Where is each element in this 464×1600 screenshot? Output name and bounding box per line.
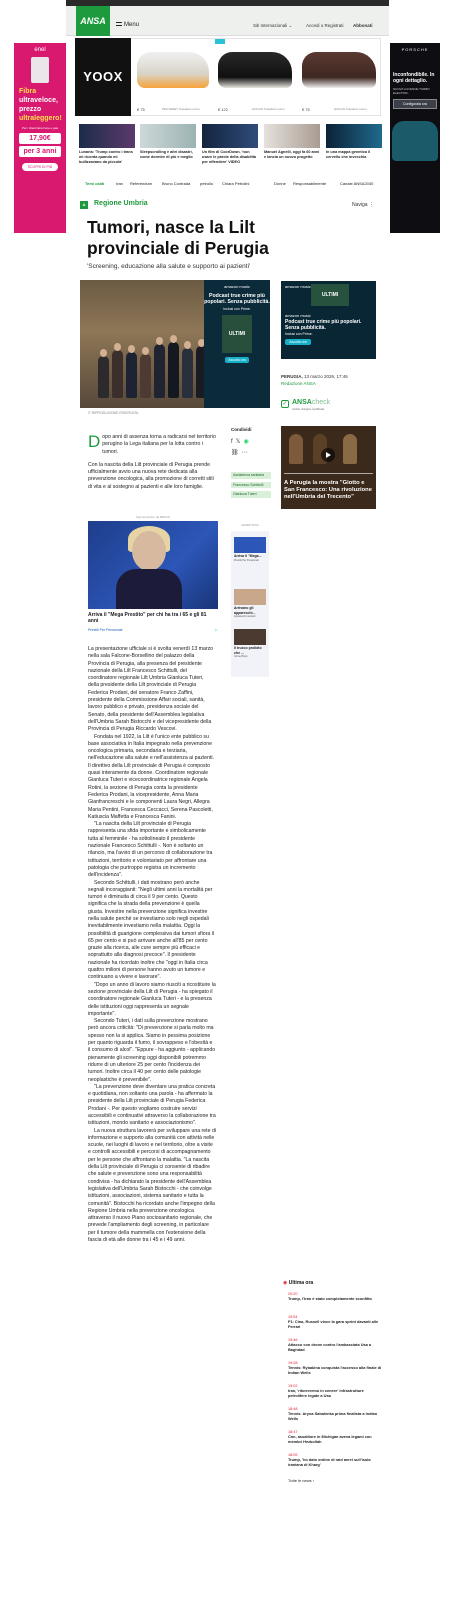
amazon-music-logo: amazon music [285,313,311,318]
copyright-note [88,411,138,415]
news-text: F1: Cina, Russell vince la gara sprint davanti alle Ferrari [288,1319,379,1329]
advertising-label: ADVERTISING [241,524,259,527]
news-time: 19:02 [288,1384,298,1388]
video-caption: A Perugia la mostra "Giotto e San Francesco: Una rivoluzione nell'Umbria del Trecento" [284,480,372,500]
site-header [66,6,389,36]
tag-link[interactable]: Bruno Contrada [162,181,191,186]
ad-choice-icon[interactable] [215,39,225,44]
hot-topics-label: Temi caldi [85,181,105,186]
tag-link[interactable]: Iran [116,181,123,186]
podcast-headline: Podcast true crime più popolari. Senza pubblicità. [285,319,362,331]
rail-ad-item[interactable] [234,629,266,658]
porsche-sub: NUOVA CAYENNE TURBO ELECTRIC. [393,87,430,95]
news-text: Trump, l'Iran è stato completamente sconfitto [288,1296,372,1301]
login-link[interactable]: Accedi o Registrati [306,23,344,28]
product-label-3: HOGAN Sneakers uomo [334,107,367,111]
article-body-top [88,434,216,491]
person-figure [168,342,179,398]
enel-brand: enel [34,47,46,53]
ansa-logo[interactable]: ANSA [76,6,110,36]
video-player[interactable] [281,426,376,509]
latest-news-panel [283,1280,383,1483]
topic-pills [231,472,271,501]
tag-link[interactable]: Donne [274,181,286,186]
news-strip-item[interactable] [79,124,135,165]
podcast-cta-button[interactable]: Ascolta ora [225,357,249,363]
news-text: Tennis: Aryna Sabalenka prima finalista a Indian Wells [288,1411,378,1421]
headline-line-4: ultraleggero! [19,115,62,122]
news-time: 19:28 [288,1361,298,1365]
news-time: 20:20 [288,1292,298,1296]
fresco-figure [343,434,357,464]
all-news-link[interactable] [288,1478,383,1483]
article-paragraph: Con la nascita della Lilt provinciale di Perugia prende ufficialmente avvio una nuova rete dedicata alla prevenzione oncologica, alla promozione di corretti stili di vita e al sostegno ai pazienti e alle loro famiglie. [88,461,214,490]
latest-news-item[interactable] [288,1430,383,1444]
news-text: Tennis: Rybakina conquista l'accesso alla finale di Indian Wells [288,1365,382,1375]
news-time: 18:47 [288,1430,298,1434]
latest-news-item[interactable] [288,1384,383,1398]
link-icon[interactable]: ⛓ [231,450,239,456]
tag-link[interactable]: Referendum [130,181,153,186]
news-strip-item[interactable] [202,124,258,165]
news-strip-title: Manuel Agnelli, oggi fa 60 anni e lancia un nuovo progetto [264,150,320,159]
naviga-button[interactable] [352,202,374,208]
enel-headline [14,87,66,123]
podcast-sub: Inclusi con Prime. [223,307,251,311]
x-icon[interactable]: 𝕏 [235,439,241,445]
shoe-image-1[interactable] [137,52,209,88]
sponsored-headline: Arriva il "Mega Prestito" per chi ha tra i 65 e gli 81 anni [88,612,207,624]
live-dot-icon: ◉ [283,1280,288,1286]
tag-link[interactable]: Responsabilmente [293,181,327,186]
rail-ad-sub: Prestiti Per Pensionati [234,558,259,562]
subscribe-link[interactable]: Abbonati [353,23,373,28]
chevron-right-icon: › [312,1478,315,1483]
rail-ad-thumb [234,537,266,553]
news-time: 18:48 [288,1407,298,1411]
share-label: Condividi [231,427,252,432]
latest-news-heading [283,1280,383,1286]
product-label-1: PEUTEREY Sneakers uomo [162,107,200,111]
drop-cap: D [88,432,101,451]
video-progress[interactable] [284,473,373,474]
enel-small: Per i clienti Enel luce e gas [21,126,59,130]
news-thumb [202,124,258,148]
ansacheck-logo: ANSAcheck [292,399,331,406]
sponsored-label: Sponsorizzato da BRAVO [135,515,171,519]
article-paragraph: Secondo Tuteri, i dati sulla prevenzione mostrano però ancora criticità: "Di prevenzione si parla molto ma spesso non la si applica. Siamo in pessima posizione per quanto riguarda il fumo, il sovrappeso e l'obesità e il consumo di alcol". "Eppure - ha aggiunto - applicando pienamente gli screening oggi disponibili potremmo ridurre di un ulteriore 25 per cento l'incidenza dei tumori. Inoltre circa il 40 per cento delle patologie neoplastiche è prevenibile". [88,1018,216,1083]
podcast-overlay-ad[interactable] [204,280,270,408]
hamburger-icon [116,22,122,26]
rail-ad-title: Arriva il "Mega... [234,554,262,558]
naviga-label: Naviga [352,202,368,208]
section-icon: A [80,201,88,209]
sponsor-name: Prestiti Per Pensionati [88,628,123,632]
news-thumb [79,124,135,148]
topic-pill[interactable]: Gianluca Tuteri [231,491,271,498]
ad-choice-icon[interactable]: ▷ [215,628,218,632]
news-strip-item[interactable] [326,124,382,160]
person-figure [112,350,123,398]
news-strip-title: Sleepscrolling e altri disastri, come dormire di più e meglio [140,150,193,159]
check-icon: ✓ [282,401,288,407]
facebook-icon[interactable]: f [231,439,233,445]
news-text: Iran, 'ritorreremo in cenere' infrastrutture petrolifere legate a Usa [288,1388,364,1398]
paragraph-text: opo anni di assenza torna a radicarsi nel territorio perugino la Lega italiana per la lotta contro i tumori. [102,434,216,455]
enel-ad[interactable] [14,43,66,233]
whatsapp-icon[interactable]: ◉ [243,439,249,445]
podcast-headline: Podcast true crime più popolari. Senza pubblicità. [204,293,270,305]
tag-link[interactable]: Canale ANSA2030 [340,181,374,186]
person-figure [140,354,151,398]
shoe-image-2[interactable] [218,52,292,88]
latest-news-item[interactable] [288,1453,383,1467]
article-paragraph: Secondo Schittulli, i dati mostrano però anche segnali incoraggianti: "Negli ultimi anni la mortalità per tumori è diminuita di circa il 9 per cento. Questo significa che la strada della prevenzione è quella giusta. Investire nella prevenzione significa investire nella salute perché se investiamo solo negli ospedali inevitabilmente investiamo nella malattia. Oggi la possibilità di guarigione complessiva dai tumori sfiora il 65 per cento e si può arrivare anche all'85 per cento grazie alla ricerca, alle cure sempre più efficaci e soprattutto alla diagnosi precoce". Il presidente nazionale ha ricordato inoltre che "oggi in Italia circa quattro milioni di persone hanno avuto un tumore e continuano a vivere e lavorare". [88,879,214,981]
latest-news-item[interactable] [288,1407,383,1421]
rail-ad-item[interactable] [234,537,266,562]
news-thumb [140,124,196,148]
enel-price: 17,90€ [19,133,61,144]
copyright-icon: © [88,411,91,415]
porsche-brand: PORSCHE [401,47,429,52]
inline-sponsored-ad[interactable] [88,515,218,635]
person-figure [98,356,109,398]
hot-topics-bar [78,180,386,190]
rail-ad-thumb [234,629,266,645]
news-strip-title: Lunaria: 'Trump contro i trans mi ricorda quando mi bullizzavano da piccola' [79,150,133,164]
ansacheck-tagline: notizie d'origine certificata [292,407,325,411]
share-buttons [231,438,252,456]
product-price-2: € 122 [218,107,229,112]
person-figure [154,344,165,398]
article-paragraph: "La nascita della Lilt provinciale di Perugia rappresenta una sfida importante e simbolicamente tutta al femminile - ha sottolineato il presidente nazionale Francesco Schittulli -. Non è soltanto un rilancio, ma l'avvio di un percorso di collaborazione tra istituzioni, territorio e volontariato per affrontare una patologia che purtroppo registra un incremento dell'incidenza". [88,821,213,879]
menu-label: Menu [124,22,140,28]
product-label-2: HOGAN Sneakers uomo [252,107,285,111]
sponsored-image [88,521,218,609]
rail-ad-title: Il trucco proibito che ... [234,646,262,655]
play-icon[interactable] [321,448,335,462]
person-figure [182,348,193,398]
porsche-ad[interactable] [390,43,440,233]
article-paragraph: "La prevenzione deve diventare una pratica concreta e quotidiana, non soltanto una parola - ha affermato la presidente della Lilt provinciale di Perugia Federica Prodani -. Per questo vogliamo costruire servizi accessibili e continuativi attraverso la collaborazione tra istituzioni, mondo sanitario e associazionismo". [88,1083,216,1127]
latest-news-title: Ultima ora [288,1280,314,1286]
dateline-date: 13 marzo 2026, 17:46 [302,374,348,379]
enel-months: per 3 anni [19,146,61,157]
podcast-cta-button[interactable]: Ascolta ora [285,339,311,345]
car-image [392,121,438,161]
topic-pill[interactable]: Assistenza sanitaria [231,472,271,479]
news-strip-item[interactable] [264,124,320,160]
podcast-sub: Inclusi con Prime. [285,332,313,336]
shoe-image-3[interactable] [302,52,376,88]
latest-news-item[interactable] [288,1338,383,1352]
rail-ad-sub: CornerShop [234,655,248,658]
all-news-label: Tutte le news [288,1478,312,1483]
rail-ad-title: Arrivano gli apparecchi... [234,606,256,615]
tag-link[interactable]: Chiara Petrolini [222,181,250,186]
rail-ad-thumb [234,589,266,605]
porsche-cta-button[interactable]: Configurala ora [393,99,437,109]
news-text: Cnn, assalitore in Michigan aveva legami con membri Hezbollah [288,1434,372,1444]
article-paragraph: "Dopo un anno di lavoro siamo riusciti a ricostituire la sezione provinciale della Lilt di Perugia - ha spiegato il coordinatore regionale Gianluca Tuteri - e la presenza delle istituzioni oggi rappresenta un segnale importante". [88,981,216,1017]
router-image [31,57,49,83]
article-title: Tumori, nasce la Lilt provinciale di Perugia [87,217,269,258]
headline-line-2: ultraveloce, [19,97,58,104]
more-horizontal-icon[interactable]: ⋯ [241,450,248,456]
news-thumb [326,124,382,148]
tag-link[interactable]: petrolio [200,181,214,186]
article-paragraph: La presentazione ufficiale si è svolta venerdì 13 marzo nella sala Falcone-Borsellino del palazzo della Provincia di Perugia, alla presenza del presidente nazionale della Lilt Francesco Schittulli, del coordinatore regionale Lilt Umbria Gianluca Tuteri, della presidente della Lilt provinciale di Perugia Federica Prodani, del senatore Franco Zaffini, presidente della Commissione Affari sociali, sanità, lavoro pubblico e privato, previdenza sociale del Senato, della presidente dell'Assemblea legislativa dell'Umbria Sarah Bistocchi e del vicepresidente della Provincia di Perugia Riccardo Vescovi. [88,646,214,733]
headline-line-1: Fibra [19,88,37,95]
advertising-rail [231,524,269,677]
podcast-poster: ULTIMI [311,284,349,306]
product-price-1: € 75 [137,107,145,112]
ansacheck-badge[interactable] [281,399,341,411]
menu-button[interactable] [116,22,139,28]
more-vertical-icon: ⋮ [368,202,374,208]
news-time: 18:05 [288,1453,298,1457]
topic-pill[interactable]: Francesco Schittulli [231,482,271,489]
product-price-3: € 75 [302,107,310,112]
rail-ad-sub: Apparecchi acustici [234,615,256,618]
porsche-headline: Inconfondibile. In ogni dettaglio. [393,72,435,84]
article-paragraph [88,434,216,456]
article-subtitle: 'Screening, educazione alla salute e supporto ai pazienti' [87,263,251,270]
enel-cta-button[interactable]: SCOPRI DI PIÙ [22,163,58,171]
news-time: 19:54 [288,1315,298,1319]
fresco-figure [289,434,303,464]
article-paragraph: Fondata nel 1922, la Lilt è l'unico ente pubblico su base associativa in Italia impegnato nella prevenzione oncologica primaria, secondaria e terziaria, nell'educazione alla salute e nell'assistenza ai pazienti. Il direttivo della Lilt provinciale di Perugia è composto quasi interamente da donne. Coordinatore regionale Gianluca Tuteri e vicecoordinatrice regionale Angela Rotini, la sezione di Perugia conta la presidente Federica Prodani, la vicepresidente, Anna Maria Gianfrancreschi e le componenti Laura Negri, Allegra Maria Pentini, Francesca Ceccacci, Serena Pascoletti, Katiuscia Maffetta e Francesca Fanini. [88,733,214,820]
latest-news-item[interactable] [288,1292,383,1301]
sponsored-source [88,628,218,632]
news-time: 19:46 [288,1338,298,1342]
chevron-down-icon: ⌄ [288,23,293,28]
international-sites-link[interactable] [253,23,292,29]
news-strip-title: Un film di CoorDown, 'non usare le parole della disabilità per offendere' VIDEO [202,150,257,164]
podcast-poster: ULTIMI [222,315,252,353]
latest-news-item[interactable] [288,1315,383,1329]
dateline-city: PERUGIA, [281,374,303,379]
news-strip-item[interactable] [140,124,196,160]
latest-news-item[interactable] [288,1361,383,1375]
news-text: Attacco con drone contro l'ambasciata Usa a Baghdad [288,1342,372,1352]
author-link[interactable]: Redazione ANSA [281,381,316,386]
article-paragraph: La nuova struttura lavorerà per sviluppare una rete di informazione e supporto alla comunità con attività nelle scuole, nei luoghi di lavoro e nel territorio, oltre a visite e controlli accessibili e percorsi di accompagnamento per le persone che affrontano la malattia. "La nascita della Lilt provinciale di Perugia ci consente di ribadire che salute e prevenzione sono una responsabilità condivisa - ha dichiarato la presidente dell'Assemblea legislativa dell'Umbria Sarah Bistocchi - che coinvolge istituzioni, associazioni, sistema sanitario e tutta la comunità". Bistocchi ha ricordato anche l'impegno della Regione Umbria nella prevenzione oncologica attraverso il nuovo Piano sociosanitario regionale, che prevede l'ampliamento degli screening, in particolare per il tumore della mammella con l'estensione della fascia di età alle donne tra i 45 e i 49 anni. [88,1127,216,1244]
news-text: Trump, 'ho dato ordine di raid aerei sull'isola iraniana di Kharg' [288,1457,371,1467]
news-thumb [264,124,320,148]
side-podcast-ad[interactable] [281,281,376,359]
article-body-main [88,646,216,1244]
section-link[interactable]: Regione Umbria [94,200,148,207]
international-sites-label: Siti Internazionali [253,23,288,28]
yoox-logo: YOOX [75,38,131,116]
news-strip-title: In una mappa genetica il cervello che invecchia [326,150,371,159]
amazon-music-logo: amazon music [224,284,250,289]
person-figure [126,352,137,398]
rail-ad-item[interactable] [234,589,266,618]
headline-line-3: prezzo [19,106,42,113]
article-dateline [281,374,348,379]
copyright-label: RIPRODUZIONE RISERVATA [91,411,139,415]
amazon-music-logo: amazon music [285,284,311,289]
